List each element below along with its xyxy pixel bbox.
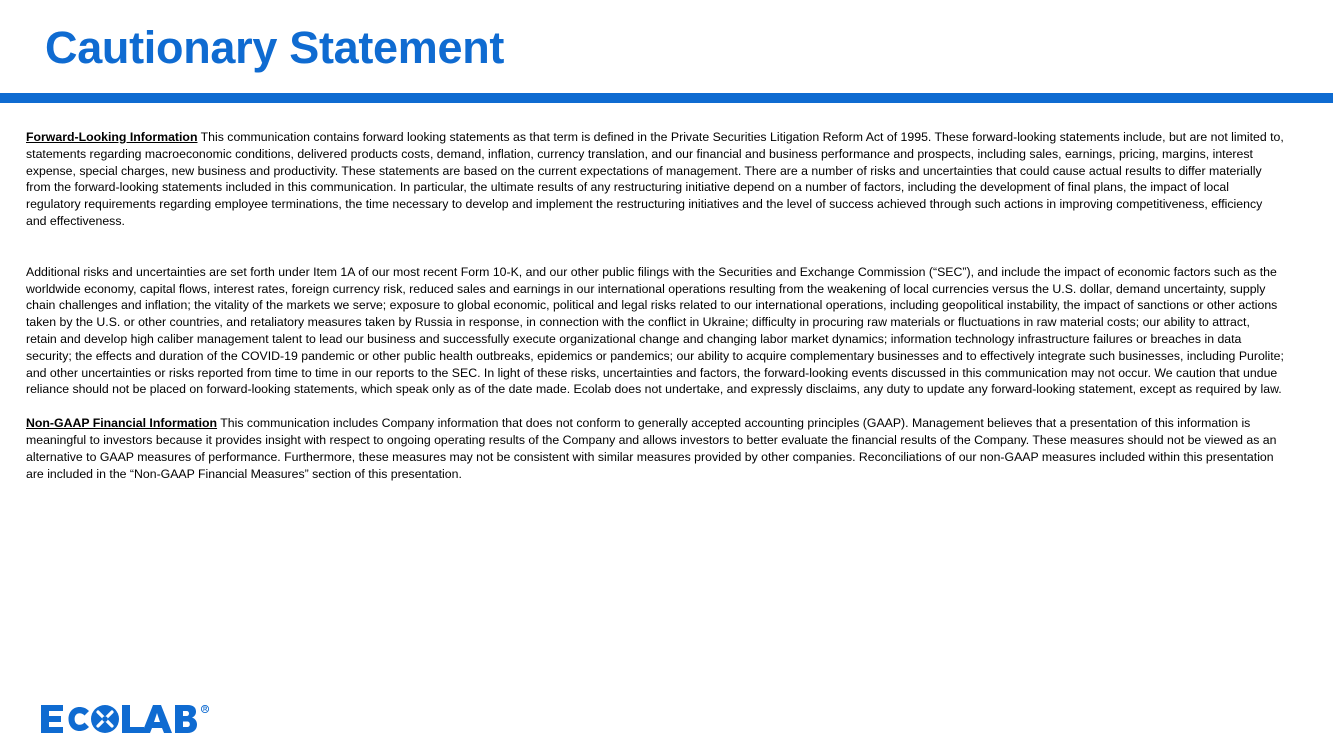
ecolab-logo — [40, 700, 215, 744]
page-title: Cautionary Statement — [45, 22, 505, 73]
forward-looking-text: This communication contains forward looking statements as that term is defined in the Private Securities Litigation Reform Act of 1995. These forward-looking statements include, but are not limited to, statements regarding macroeconomic conditions, delivered products costs, demand, inflation, currency translation, and our financial and business performance and prospects, including sales, earnings, pricing, margins, interest expense, special charges, new business and productivity. These statements are based on the current expectations of management. There are a number of risks and uncertainties that could cause actual results to differ materially from the forward-looking statements included in this communication. In particular, the ultimate results of any restructuring initiative depend on a number of factors, including the development of final plans, the impact of local regulatory requirements regarding employee terminations, the time necessary to develop and implement the restructuring initiatives and the level of success achieved through such actions in improving competitiveness, efficiency and effectiveness. — [26, 130, 1284, 228]
non-gaap-paragraph — [26, 415, 1284, 482]
title-divider — [0, 93, 1333, 103]
cautionary-statement-body — [26, 129, 1284, 482]
non-gaap-text: This communication includes Company information that does not conform to generally accepted accounting principles (GAAP). Management believes that a presentation of this information is meaningful to investors because it provides insight with respect to ongoing operating results of the Company and allows investors to better evaluate the financial results of the Company. These measures should not be viewed as an alternative to GAAP measures of performance. Furthermore, these measures may not be consistent with similar measures provided by other companies. Reconciliations of our non-GAAP measures included within this presentation are included in the “Non-GAAP Financial Measures” section of this presentation. — [26, 416, 1277, 481]
forward-looking-paragraph — [26, 129, 1284, 230]
registered-mark-icon — [201, 705, 208, 712]
non-gaap-heading: Non-GAAP Financial Information — [26, 416, 218, 431]
additional-risks-paragraph: Additional risks and uncertainties are set forth under Item 1A of our most recent Form 10-K, and our other public filings with the Securities and Exchange Commission (“SEC”), and include the impact of economic factors such as the worldwide economy, capital flows, interest rates, foreign currency risk, reduced sales and earnings in our international operations resulting from the weakening of local currencies versus the U.S. dollar, demand uncertainty, supply chain challenges and inflation; the vitality of the markets we serve; exposure to global economic, political and legal risks related to our international operations, including geopolitical instability, the impact of sanctions or other actions taken by the U.S. or other countries, and retaliatory measures taken by Russia in response, in connection with the conflict in Ukraine; difficulty in procuring raw materials or fluctuations in raw material costs; our ability to attract, retain and develop high caliber management talent to lead our business and successfully execute organizational change and changing labor market dynamics; information technology infrastructure failures or breaches in data security; the effects and duration of the COVID-19 pandemic or other public health outbreaks, epidemics or pandemics; our ability to acquire complementary businesses and to effectively integrate such businesses, including Purolite; and other uncertainties or risks reported from time to time in our reports to the SEC. In light of these risks, uncertainties and factors, the forward-looking events discussed in this communication may not occur. We caution that undue reliance should not be placed on forward-looking statements, which speak only as of the date made. Ecolab does not undertake, and expressly disclaims, any duty to update any forward-looking statement, except as required by law. — [26, 264, 1284, 397]
forward-looking-heading: Forward-Looking Information — [26, 130, 198, 144]
